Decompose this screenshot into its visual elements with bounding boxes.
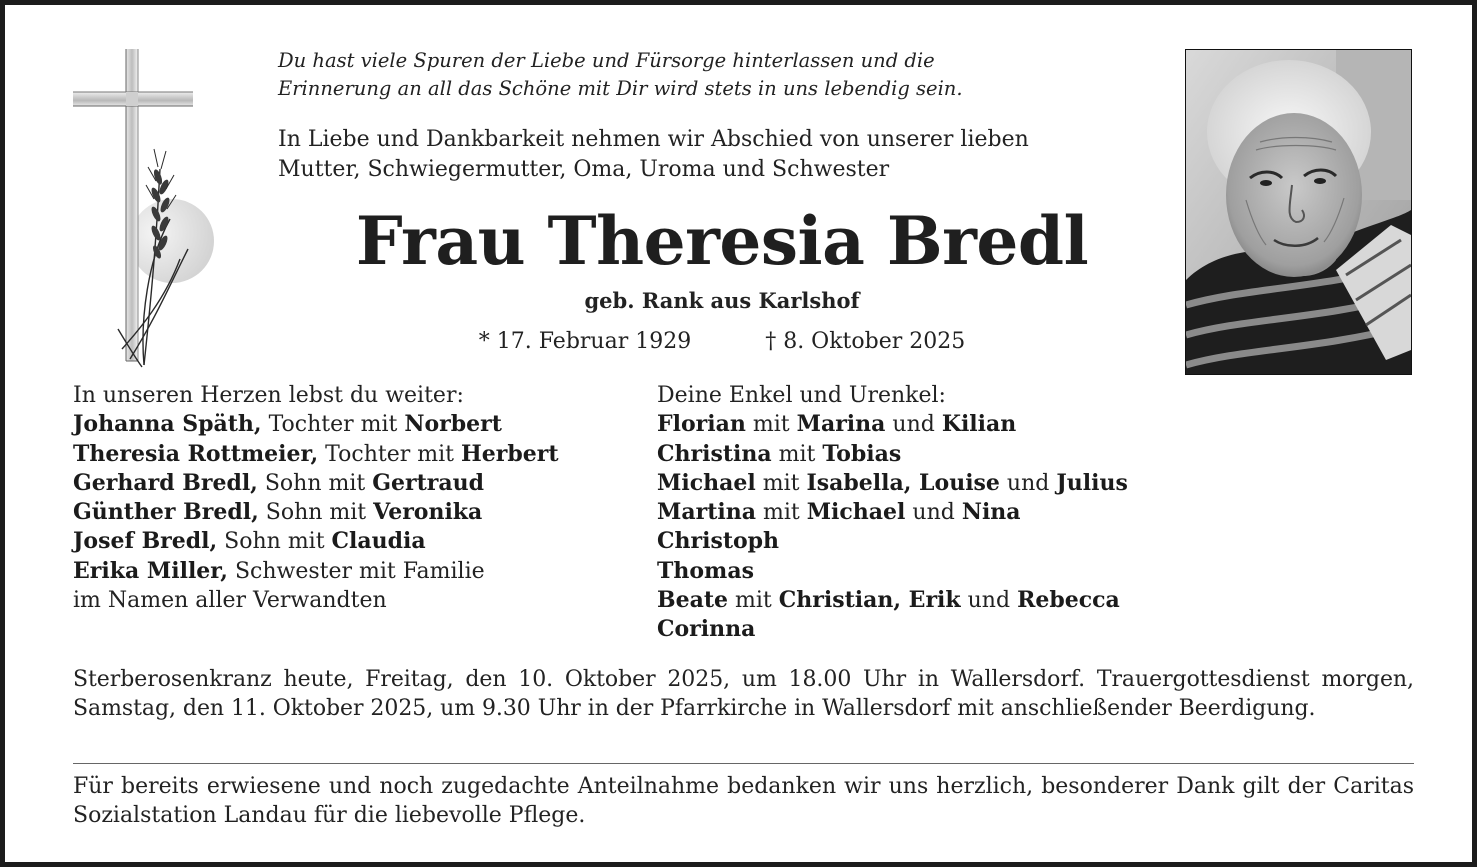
left-footer: im Namen aller Verwandten: [73, 588, 387, 614]
birth-date: * 17. Februar 1929: [478, 329, 692, 354]
list-item: Corinna: [657, 616, 756, 643]
list-item: Beate mit Christian, Erik und Rebecca: [657, 587, 1120, 614]
list-item: Christina mit Tobias: [657, 440, 902, 467]
cross-with-wheat-icon: [70, 49, 220, 369]
right-heading: Deine Enkel und Urenkel:: [657, 383, 946, 408]
divider: [73, 763, 1414, 764]
list-item: Florian mit Marina und Kilian: [657, 411, 1017, 438]
portrait-photo: [1185, 49, 1412, 375]
list-item: Erika Miller, Schwester mit Familie: [73, 557, 485, 584]
list-item: Josef Bredl, Sohn mit Claudia: [73, 528, 426, 555]
list-item: Theresia Rottmeier, Tochter mit Herbert: [73, 440, 559, 467]
list-item: Michael mit Isabella, Louise und Julius: [657, 469, 1128, 496]
quote-line-2: Erinnerung an all das Schöne mit Dir wird stets in uns lebendig sein.: [278, 77, 963, 100]
mourners-left-column: [73, 381, 643, 615]
mourners-right-column: [657, 381, 1217, 645]
list-item: Martina mit Michael und Nina: [657, 499, 1021, 526]
birth-name: geb. Rank aus Karlshof: [584, 288, 860, 313]
service-info: Sterberosenkranz heute, Freitag, den 10. Oktober 2025, um 18.00 Uhr in Wallersdorf. Trauergottesdienst morgen, Samstag, den 11. Oktober 2025, um 9.30 Uhr in der Pfarrkirche in Wallersdorf mit anschließender Beerdigung.: [73, 667, 1414, 721]
intro-line-1: In Liebe und Dankbarkeit nehmen wir Abschied von unserer lieben: [278, 127, 1029, 152]
portrait-photo-image: [1186, 50, 1411, 374]
left-heading: In unseren Herzen lebst du weiter:: [73, 383, 464, 408]
intro-line-2: Mutter, Schwiegermutter, Oma, Uroma und Schwester: [278, 157, 890, 182]
list-item: Gerhard Bredl, Sohn mit Gertraud: [73, 469, 484, 496]
list-item: Thomas: [657, 557, 754, 584]
thanks-text: Für bereits erwiesene und noch zugedachte Anteilnahme bedanken wir uns herzlich, besonderer Dank gilt der Caritas Sozialstation Landau für die liebevolle Pflege.: [73, 774, 1414, 828]
life-dates: [278, 327, 1166, 357]
intro-text: [278, 125, 1158, 185]
quote: [278, 47, 1158, 103]
list-item: Günther Bredl, Sohn mit Veronika: [73, 499, 483, 526]
quote-line-1: Du hast viele Spuren der Liebe und Fürsorge hinterlassen und die: [278, 49, 935, 72]
list-item: Christoph: [657, 528, 780, 555]
deceased-name: Frau Theresia Bredl: [355, 202, 1089, 280]
list-item: Johanna Späth, Tochter mit Norbert: [73, 411, 502, 438]
death-date: † 8. Oktober 2025: [765, 329, 966, 354]
